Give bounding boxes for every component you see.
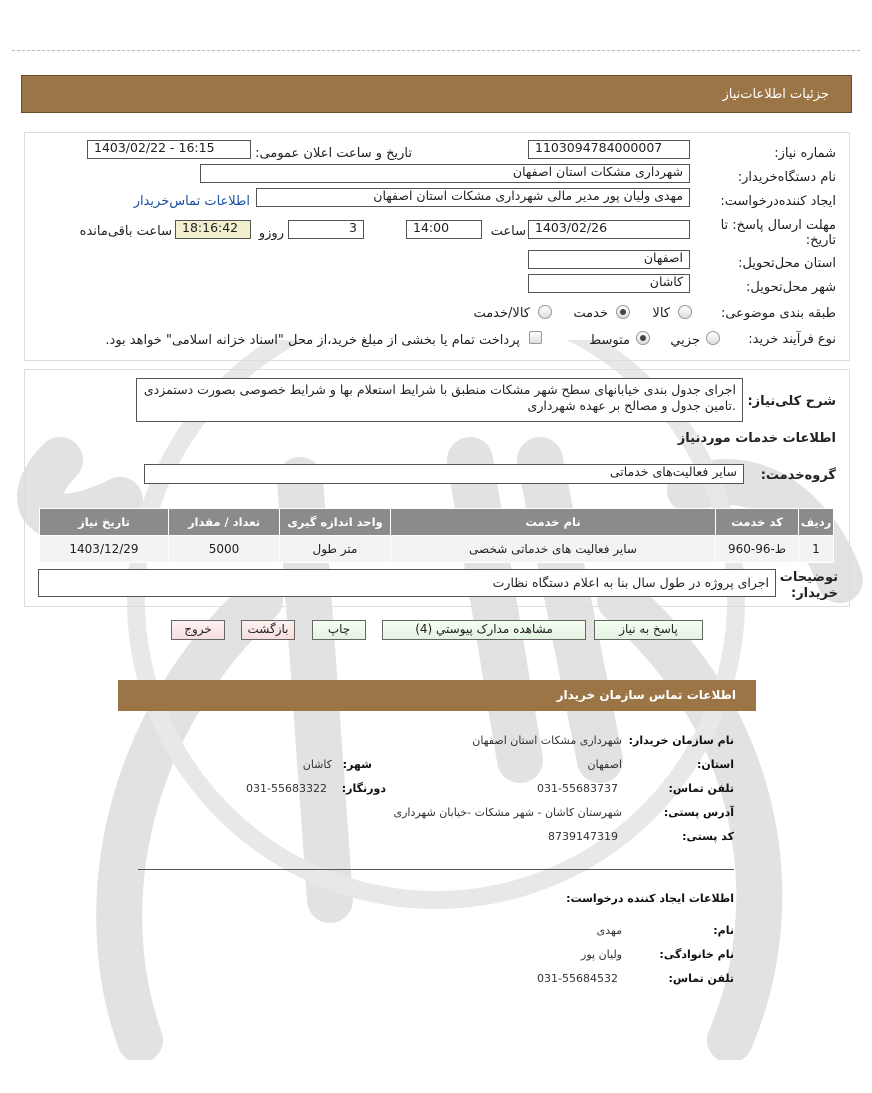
treasury-checkbox[interactable] [529,331,542,344]
col-row-number: ردیف [799,509,834,536]
payment-note: پرداخت تمام یا بخشی از مبلغ خرید،از محل "اسناد خزانه اسلامی" خواهد بود. [105,333,520,348]
cell-row-number: 1 [799,536,834,563]
process-option-minor: جزیي [670,333,700,348]
announce-field[interactable]: 1403/02/22 - 16:15 [87,140,251,159]
col-quantity: تعداد / مقدار [169,509,280,536]
category-radio-service[interactable] [616,305,630,319]
creator-label: ایجاد کننده‌درخواست: [720,194,836,209]
contact-province: اصفهان [587,758,622,771]
col-unit: واحد اندازه گیری [280,509,391,536]
deadline-date-field[interactable]: 1403/02/26 [528,220,690,239]
buyer-org-field[interactable]: شهرداری مشکات استان اصفهان [200,164,690,183]
cell-need-date: 1403/12/29 [40,536,169,563]
buyer-notes-field[interactable]: اجرای پروژه در طول سال بنا به اعلام دستگاه نظارت [38,569,776,597]
contact-header [118,680,756,711]
cell-service-code: ط-96-960 [716,536,799,563]
process-option-medium: متوسط [589,333,630,348]
contact-org: شهرداری مشکات استان اصفهان [472,734,622,747]
days-field[interactable]: 3 [288,220,364,239]
attachments-button[interactable]: مشاهده مدارک پیوستي (4) [382,620,586,640]
page-header [21,75,852,113]
process-radio-minor[interactable] [706,331,720,345]
buyer-notes-label-2: خریدار: [791,586,838,601]
deadline-time-label: ساعت [490,224,526,239]
table-row[interactable] [40,536,834,563]
services-table [39,508,834,563]
contact-city-label: شهر: [342,758,372,771]
province-field[interactable]: اصفهان [528,250,690,269]
remaining-timer: 18:16:42 [175,220,251,239]
creator-name-label: نام: [713,924,734,937]
city-field[interactable]: کاشان [528,274,690,293]
contact-phone-label: تلفن تماس: [668,782,734,795]
description-label: شرح کلی‌نیاز: [747,394,836,409]
deadline-label: مهلت ارسال پاسخ: تا [720,218,836,233]
print-button[interactable]: چاپ [312,620,366,640]
category-radio-goods[interactable] [678,305,692,319]
category-radio-goods-service[interactable] [538,305,552,319]
contact-phone: 031-55683737 [537,782,618,795]
contact-address-label: آدرس پستی: [663,806,734,819]
need-number-field[interactable]: 1103094784000007 [528,140,690,159]
exit-button[interactable]: خروج [171,620,225,640]
cell-unit: متر طول [280,536,391,563]
category-option-goods-service: کالا/خدمت [473,306,530,321]
creator-phone-label: تلفن تماس: [668,972,734,985]
deadline-label-date: تاریخ: [805,233,836,248]
category-option-service: خدمت [573,306,608,321]
creator-family-label: نام خانوادگی: [659,948,734,961]
col-service-code: کد خدمت [716,509,799,536]
contact-fax: 031-55683322 [246,782,327,795]
creator-section-title: اطلاعات ایجاد کننده درخواست: [566,892,734,905]
process-radio-medium[interactable] [636,331,650,345]
contact-postal: 8739147319 [548,830,618,843]
buyer-org-label: نام دستگاه‌خریدار: [737,170,836,185]
need-number-label: شماره نیاز: [774,146,836,161]
days-label: روزو [258,226,284,241]
deadline-time-field[interactable]: 14:00 [406,220,482,239]
buyer-notes-label: توضیحات [779,570,838,585]
reply-button[interactable]: پاسخ به نیاز [594,620,703,640]
col-need-date: تاریخ نیاز [40,509,169,536]
contact-postal-label: کد پستی: [682,830,734,843]
cell-quantity: 5000 [169,536,280,563]
contact-province-label: استان: [697,758,734,771]
remaining-label: ساعت باقی‌مانده [79,224,172,239]
province-label: استان محل‌تحویل: [738,256,836,271]
category-option-goods: کالا [652,306,670,321]
contact-divider [138,869,734,870]
back-button[interactable]: بازگشت [241,620,295,640]
creator-field[interactable]: مهدی ولیان پور مدیر مالی شهرداری مشکات استان اصفهان [256,188,690,207]
description-text[interactable]: اجرای جدول بندی خیابانهای سطح شهر مشکات منطبق با شرایط استعلام بها و شرایط خصوصی بصورت دستمزدی .تامین جدول و مصالح بر عهده شهرداری [136,378,743,422]
contact-address: شهرستان کاشان - شهر مشکات -خیابان شهرداری [393,806,622,819]
creator-phone: 031-55684532 [537,972,618,985]
creator-family: ولیان پور [581,948,622,961]
contact-org-label: نام سازمان خریدار: [628,734,734,747]
cell-service-name: سایر فعالیت های خدماتی شخصی [391,536,716,563]
service-group-field[interactable]: سایر فعالیت‌های خدماتی [144,464,744,484]
contact-city: کاشان [302,758,332,771]
service-group-label: گروه‌خدمت: [760,468,836,483]
process-label: نوع فرآیند خرید: [748,332,836,347]
buyer-contact-link[interactable]: اطلاعات تماس‌خریدار [133,194,250,209]
page-title: جزئیات اطلاعات‌نیاز [722,87,829,102]
col-service-name: نام خدمت [391,509,716,536]
contact-fax-label: دورنگار: [341,782,386,795]
services-heading: اطلاعات خدمات موردنیاز [677,431,836,446]
table-header-row [40,509,834,536]
category-label: طبقه بندی موضوعی: [720,306,836,321]
contact-title: اطلاعات تماس سازمان خریدار [556,688,736,702]
city-label: شهر محل‌تحویل: [746,280,836,295]
top-divider [12,50,860,51]
announce-label: تاریخ و ساعت اعلان عمومی: [255,146,412,161]
creator-name: مهدی [596,924,622,937]
